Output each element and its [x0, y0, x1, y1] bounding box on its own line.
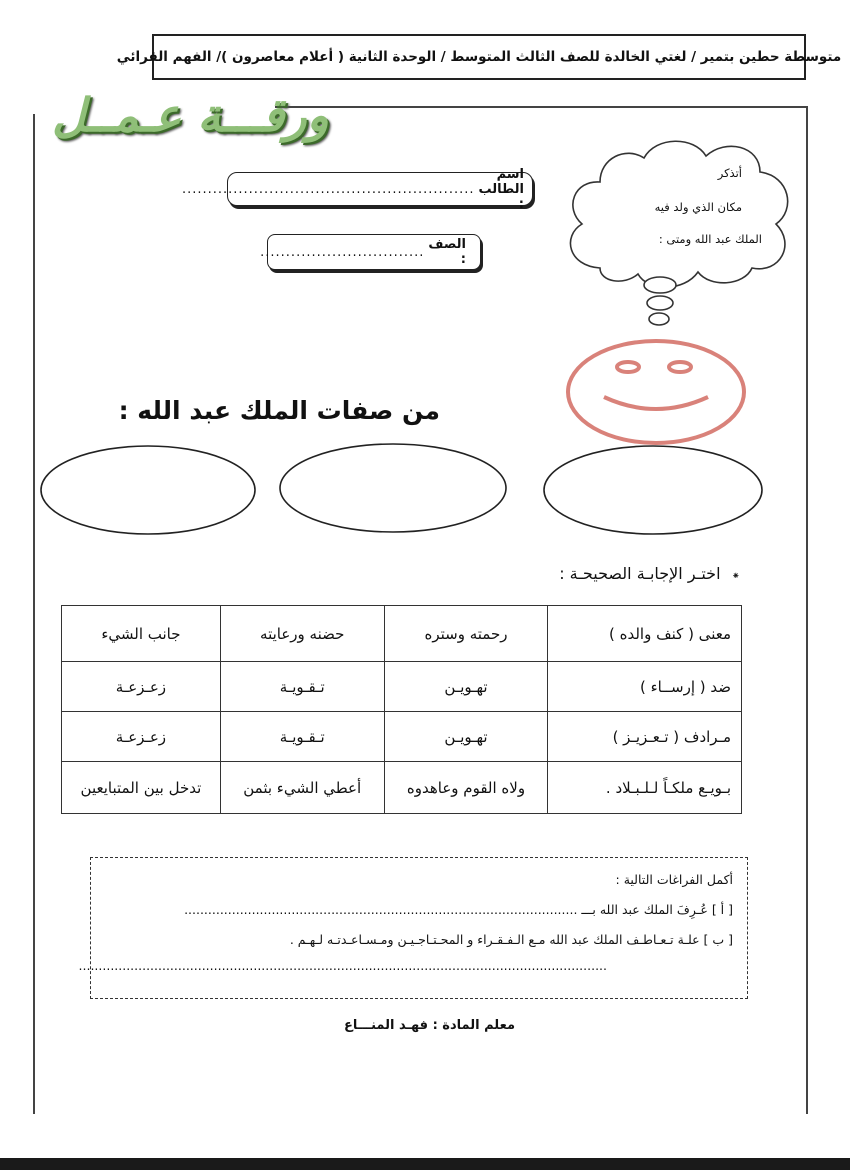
- student-name-dots: .........................................................: [181, 181, 475, 197]
- quiz-option[interactable]: جانب الشيء: [62, 606, 221, 662]
- attribute-ovals: [38, 442, 778, 542]
- quiz-instruction: [440, 564, 740, 583]
- cloud-line-1: أتذكر: [717, 166, 742, 180]
- quiz-question: معنى ( كنف والده ): [548, 606, 742, 662]
- quiz-option[interactable]: زعـزعـة: [62, 712, 221, 762]
- quiz-table: [61, 605, 742, 814]
- fill-blank-b-dots[interactable]: .....................................................................................................................................: [78, 958, 607, 973]
- class-label: الصف :: [428, 237, 466, 267]
- quiz-question: مـرادف ( تـعـزيـز ): [548, 712, 742, 762]
- class-field[interactable]: [260, 234, 481, 270]
- class-dots: ................................: [260, 244, 425, 260]
- quiz-option[interactable]: تـقـويـة: [220, 662, 384, 712]
- quiz-option[interactable]: تهـويـن: [384, 712, 548, 762]
- attribute-oval-middle[interactable]: [280, 444, 506, 532]
- teacher-name: معلم المادة : فهـد المنـــاع: [344, 1018, 515, 1033]
- smiley-face-icon: [560, 335, 760, 455]
- scan-edge: [0, 1158, 850, 1170]
- fill-blanks-box: [78, 857, 748, 999]
- quiz-option[interactable]: تـقـويـة: [220, 712, 384, 762]
- header-box: [116, 34, 842, 80]
- quiz-option[interactable]: زعـزعـة: [62, 662, 221, 712]
- quiz-row: [62, 712, 742, 762]
- attributes-heading: من صفات الملك عبد الله :: [118, 396, 440, 425]
- fill-blank-a: [184, 902, 733, 917]
- fill-blanks-heading: أكمل الفراغات التالية :: [615, 872, 733, 887]
- worksheet-title: ورقـــة عـمــل: [52, 88, 329, 142]
- quiz-question: بـويـع ملكـاً لـلـبـلاد .: [548, 762, 742, 814]
- fill-blank-a-text: [ أ ] عُـرِفَ الملك عبد الله بـــ: [581, 902, 733, 917]
- quiz-option[interactable]: رحمته وستره: [384, 606, 548, 662]
- header-text: متوسطة حطين بتمير / لغتي الخالدة للصف الثالث المتوسط / الوحدة الثانية ( أعلام معاصرون )/ الفهم القرائي: [116, 49, 842, 65]
- quiz-option[interactable]: تهـويـن: [384, 662, 548, 712]
- quiz-row: [62, 762, 742, 814]
- fill-blank-a-dots[interactable]: ...................................................................................................: [184, 902, 578, 917]
- student-name-label: اسم الطالب :: [478, 166, 524, 212]
- cloud-line-3: الملك عبد الله ومتى :: [658, 232, 762, 246]
- quiz-question: ضد ( إرســاء ): [548, 662, 742, 712]
- quiz-option[interactable]: تدخل بين المتبايعين: [62, 762, 221, 814]
- attribute-oval-right[interactable]: [544, 446, 762, 534]
- quiz-row: [62, 662, 742, 712]
- cloud-line-2: مكان الذي ولد فيه: [654, 200, 742, 214]
- quiz-option[interactable]: ولاه القوم وعاهدوه: [384, 762, 548, 814]
- attribute-oval-left[interactable]: [41, 446, 255, 534]
- bullet-icon: ⁕: [731, 571, 740, 582]
- quiz-row: [62, 606, 742, 662]
- fill-blank-b: [ ب ] علـة تـعـاطـف الملك عبد الله مـع الـفـقـراء و المحـتـاجـيـن ومـسـاعـدتـه لـهـم .: [289, 932, 733, 947]
- quiz-option[interactable]: أعطي الشيء بثمن: [220, 762, 384, 814]
- quiz-instruction-text: اختـر الإجابـة الصحيحـة :: [559, 564, 721, 583]
- student-name-field[interactable]: [181, 166, 533, 212]
- quiz-option[interactable]: حضنه ورعايته: [220, 606, 384, 662]
